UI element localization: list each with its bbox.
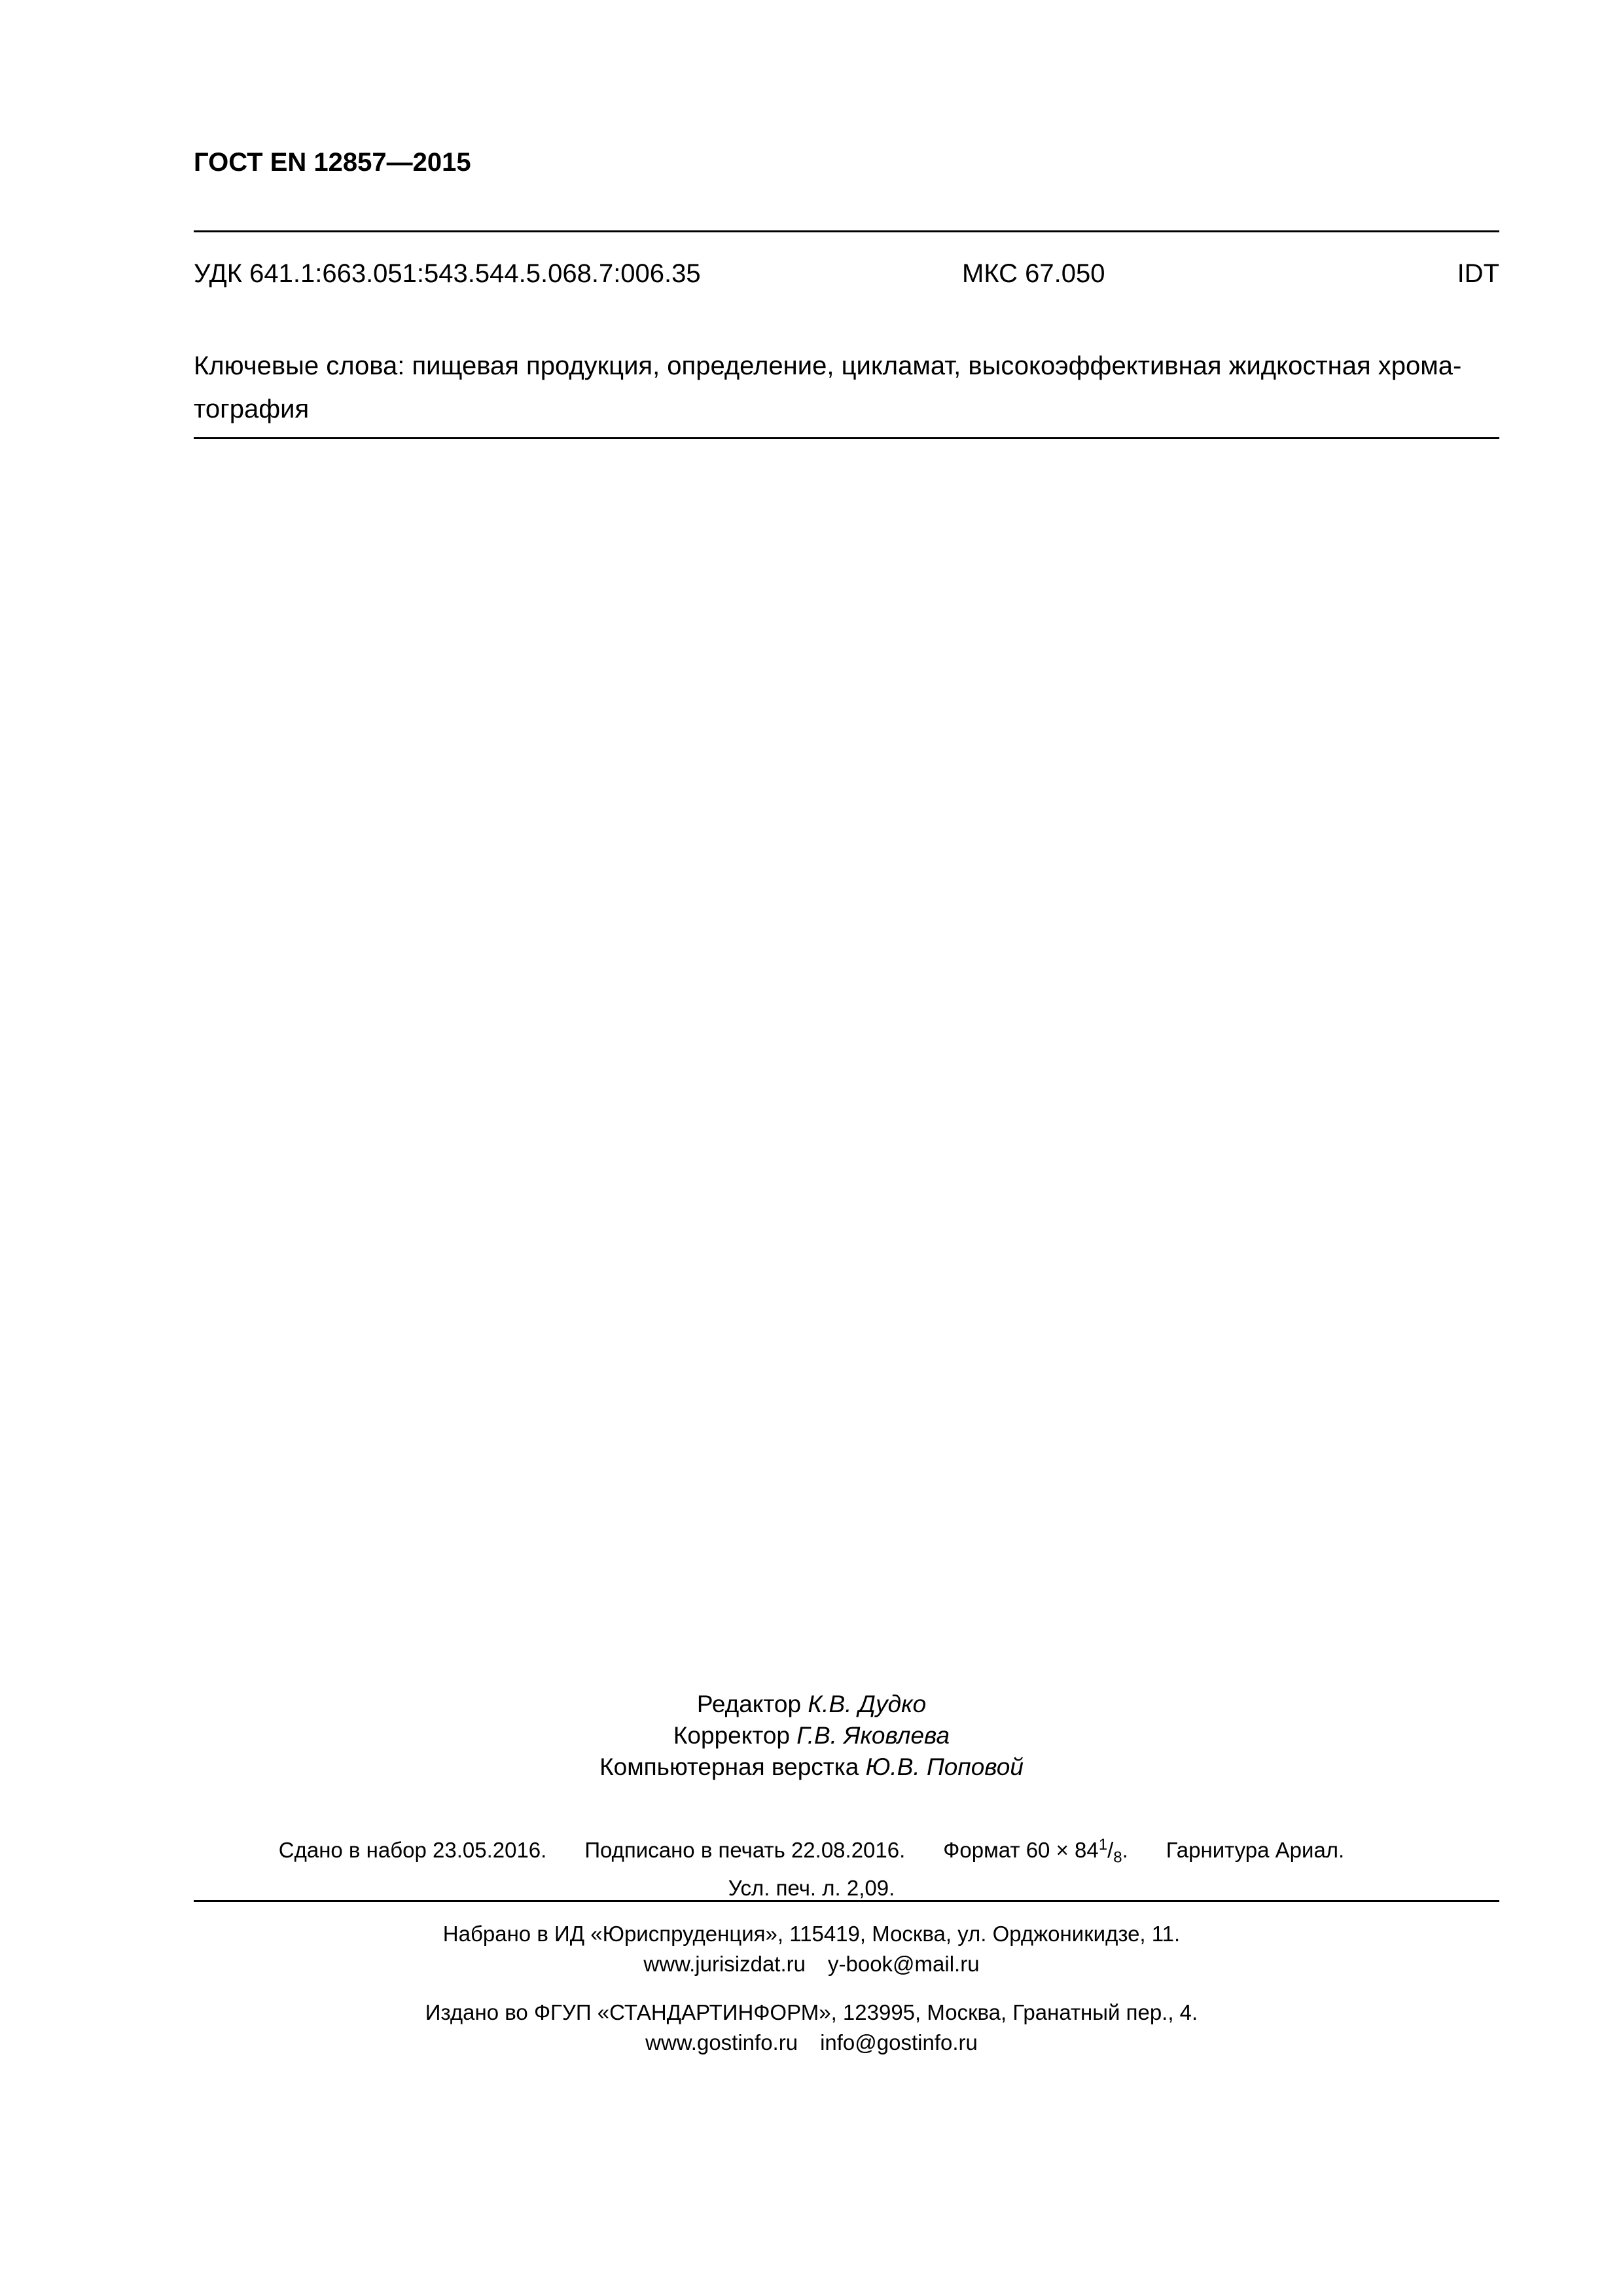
editor-name: К.В. Дудко (808, 1691, 927, 1717)
publisher-contacts (0, 2028, 1623, 2058)
print-info (0, 1830, 1623, 1903)
layout-name: Ю.В. Поповой (865, 1753, 1024, 1780)
publisher (0, 1998, 1623, 2058)
print-info-line (0, 1830, 1623, 1873)
typeset-contacts (0, 1949, 1623, 1979)
typeset-date: Сдано в набор 23.05.2016. (278, 1838, 547, 1862)
keywords-line: тография (194, 395, 310, 423)
publisher-address: Издано во ФГУП «СТАНДАРТИНФОРМ», 123995, Москва, Гранатный пер., 4. (425, 2000, 1198, 2024)
document-id: ГОСТ EN 12857—2015 (194, 148, 471, 177)
corrector-name: Г.В. Яковлева (796, 1722, 950, 1749)
divider-bottom (194, 1900, 1499, 1902)
corrector-role: Корректор (673, 1722, 797, 1749)
editor-role: Редактор (696, 1691, 808, 1717)
idt-mark: IDT (1457, 259, 1499, 288)
layout-line (0, 1751, 1623, 1783)
keywords (194, 344, 1499, 431)
typeset-email-link[interactable]: y-book@mail.ru (828, 1952, 980, 1976)
typeface: Гарнитура Ариал. (1166, 1838, 1345, 1862)
mks-code: МКС 67.050 (962, 259, 1105, 288)
signed-date: Подписано в печать 22.08.2016. (584, 1838, 906, 1862)
publisher-email-link[interactable]: info@gostinfo.ru (820, 2030, 978, 2054)
typeset-site-link[interactable]: www.jurisizdat.ru (643, 1952, 806, 1976)
credits-block (0, 1689, 1623, 1783)
typeset-publisher (0, 1919, 1623, 1979)
layout-role: Компьютерная верстка (599, 1753, 866, 1780)
print-sheets: Усл. печ. л. 2,09. (728, 1875, 895, 1900)
udk-code: УДК 641.1:663.051:543.544.5.068.7:006.35 (194, 259, 701, 288)
corrector-line (0, 1720, 1623, 1751)
typeset-address: Набрано в ИД «Юриспруденция», 115419, Москва, ул. Орджоникидзе, 11. (442, 1922, 1181, 1946)
print-format: Формат $60 \times 84^1/_8$. (943, 1836, 1128, 1867)
divider-keywords (194, 437, 1499, 439)
publisher-site-link[interactable]: www.gostinfo.ru (645, 2030, 798, 2054)
editor-line (0, 1689, 1623, 1720)
divider-top (194, 230, 1499, 232)
keywords-line: Ключевые слова: пищевая продукция, определение, цикламат, высокоэффективная жидкостная хрома- (194, 351, 1462, 380)
